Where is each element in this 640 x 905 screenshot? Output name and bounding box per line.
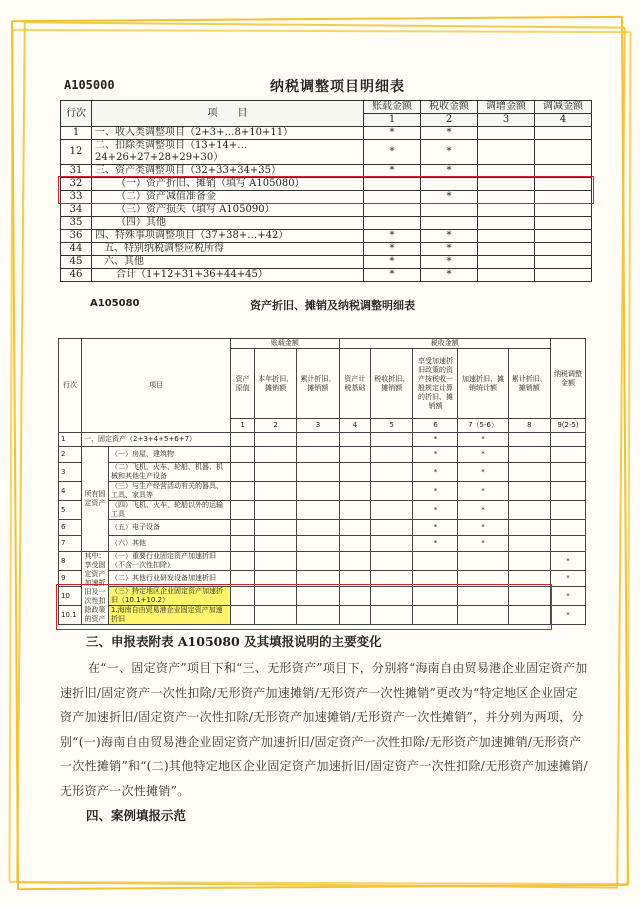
- table2-code: A105080: [90, 298, 140, 309]
- table-cell: （一）重要行业固定资产加速折旧（不含一次性扣除）: [109, 552, 231, 571]
- table-cell: [371, 536, 413, 552]
- table-row: [61, 140, 592, 165]
- header-adjust: 纳税调整金额: [551, 339, 586, 419]
- table-cell: 一、收入类调整项目（2+3+…8+10+11）: [92, 127, 364, 140]
- table-cell: *: [458, 433, 508, 447]
- table-cell: *: [421, 191, 478, 204]
- header-book-amount: 账载金额: [231, 339, 339, 349]
- table-cell: [478, 256, 535, 269]
- col-num: 5: [371, 419, 413, 433]
- table-cell: [478, 230, 535, 243]
- table-cell: （六）其他: [109, 536, 231, 552]
- table-row: [61, 204, 592, 217]
- table-cell: *: [364, 269, 421, 282]
- table-cell: 35: [61, 217, 92, 230]
- col-num: 8: [508, 419, 550, 433]
- table-cell: [508, 482, 550, 501]
- table-cell: [478, 204, 535, 217]
- table-cell: [371, 447, 413, 463]
- highlight-box: [56, 584, 552, 630]
- table-row: [61, 127, 592, 140]
- table-cell: *: [551, 587, 586, 606]
- table-cell: [371, 482, 413, 501]
- table-cell: [535, 256, 592, 269]
- header-decrease: 调减金额: [535, 101, 592, 114]
- table-cell: [371, 520, 413, 536]
- table-cell: [254, 447, 296, 463]
- table-cell: [364, 204, 421, 217]
- table-cell: 12: [61, 140, 92, 165]
- table-cell: [254, 520, 296, 536]
- table-cell: [508, 447, 550, 463]
- table-cell: 10.1: [59, 606, 82, 625]
- table-cell: [535, 127, 592, 140]
- col-num: 4: [535, 114, 592, 127]
- table-cell: *: [364, 127, 421, 140]
- table-cell: *: [458, 447, 508, 463]
- table-cell: *: [413, 520, 458, 536]
- table-row: [61, 217, 592, 230]
- table-cell: [551, 482, 586, 501]
- table-cell: *: [413, 447, 458, 463]
- table-cell: 3: [59, 463, 82, 482]
- col-header: 本年折旧、摊销额: [254, 349, 296, 419]
- table-cell: *: [413, 536, 458, 552]
- table-cell: 8: [59, 552, 82, 571]
- table-cell: 合计（1+12+31+36+44+45）: [92, 269, 364, 282]
- col-num: 1: [231, 419, 255, 433]
- table-cell: [231, 552, 255, 571]
- table-cell: *: [458, 520, 508, 536]
- table-cell: 二、扣除类调整项目（13+14+…24+26+27+28+29+30）: [92, 140, 364, 165]
- table-cell: *: [421, 140, 478, 165]
- table-cell: [535, 217, 592, 230]
- table-cell: [254, 433, 296, 447]
- table-cell: （二）飞机、火车、轮船、机器、机械和其他生产设备: [109, 463, 231, 482]
- group-label: 其中：享受固定资产加速折旧及一次性扣除政策的资产: [82, 552, 109, 625]
- table-cell: [551, 433, 586, 447]
- table-cell: （一）资产折旧、摊销（填写 A105080）: [92, 178, 364, 191]
- table-cell: [478, 127, 535, 140]
- table-cell: [297, 552, 339, 571]
- table-cell: [254, 463, 296, 482]
- table-cell: [364, 217, 421, 230]
- col-header: 资产计税基础: [339, 349, 370, 419]
- table-cell: [371, 552, 413, 571]
- table-cell: 4: [59, 482, 82, 501]
- col-num: 6: [413, 419, 458, 433]
- col-header: 累计折旧、摊销额: [508, 349, 550, 419]
- table-cell: 34: [61, 204, 92, 217]
- table-cell: 1.海南自由贸易港企业固定资产加速折旧: [109, 606, 231, 625]
- table-cell: [339, 552, 370, 571]
- header-book-amount: 账载金额: [364, 101, 421, 114]
- table-cell: *: [421, 269, 478, 282]
- table-cell: [478, 243, 535, 256]
- header-tax-amount: 税收金额: [339, 339, 550, 349]
- table-cell: [339, 433, 370, 447]
- col-num: 3: [297, 419, 339, 433]
- col-header: 资产原值: [231, 349, 255, 419]
- table-cell: [339, 536, 370, 552]
- table-cell: [535, 243, 592, 256]
- table-cell: 44: [61, 243, 92, 256]
- table-cell: [254, 552, 296, 571]
- table-cell: *: [551, 552, 586, 571]
- table-cell: *: [458, 482, 508, 501]
- table-cell: [421, 217, 478, 230]
- table-cell: [231, 447, 255, 463]
- table-cell: （三）特定地区企业固定资产加速折旧（10.1+10.2）: [109, 587, 231, 606]
- table-cell: *: [421, 256, 478, 269]
- table-cell: （五）电子设备: [109, 520, 231, 536]
- table-row: [61, 256, 592, 269]
- table-cell: *: [421, 127, 478, 140]
- col-header: 税收折旧、摊销额: [371, 349, 413, 419]
- depreciation-table: [58, 338, 586, 625]
- table-row: [61, 243, 592, 256]
- table-cell: [231, 520, 255, 536]
- table-cell: 45: [61, 256, 92, 269]
- table-row: [59, 463, 586, 482]
- table-cell: *: [421, 243, 478, 256]
- table-cell: *: [421, 165, 478, 178]
- table1-heading: 纳税调整项目明细表: [270, 79, 405, 95]
- paragraph: 在“一、固定资产”项目下和“三、无形资产”项目下，分别将“海南自由贸易港企业固定资产加速折旧/固定资产一次性扣除/无形资产加速摊销/无形资产一次性摊销”更改为“特定地区企业固定资产加速折旧/固定资产一次性扣除/无形资产加速摊销/无形资产一次性摊销”，并分列为两项，分别“(一)海南自由贸易港企业固定资产加速折旧/固定资产一次性扣除/无形资产加速摊销/无形资产一次性摊销”和“(二)其他特定地区企业固定资产加速折旧/固定资产一次性扣除/无形资产加速摊销/无形资产一次性摊销”。: [60, 661, 588, 798]
- table-row: [59, 482, 586, 501]
- table-cell: （三）与生产经营活动有关的器具、工具、家具等: [109, 482, 231, 501]
- table-row: [59, 536, 586, 552]
- table-cell: [458, 552, 508, 571]
- table-cell: 三、资产类调整项目（32+33+34+35）: [92, 165, 364, 178]
- table-cell: [551, 536, 586, 552]
- table-cell: *: [364, 165, 421, 178]
- col-num: 2: [254, 419, 296, 433]
- table-cell: [508, 501, 550, 520]
- table-cell: 46: [61, 269, 92, 282]
- table-cell: [254, 482, 296, 501]
- header-tax-amount: 税收金额: [421, 101, 478, 114]
- table-cell: [551, 447, 586, 463]
- table-cell: [339, 447, 370, 463]
- table-cell: 5: [59, 501, 82, 520]
- table-cell: （一）房屋、建筑物: [109, 447, 231, 463]
- table-cell: [297, 520, 339, 536]
- table-cell: 9: [59, 571, 82, 587]
- col-num: 9(2-5): [551, 419, 586, 433]
- table-cell: *: [458, 501, 508, 520]
- table-cell: *: [364, 140, 421, 165]
- col-header: 加速折旧、摊销统计额: [458, 349, 508, 419]
- table-cell: *: [551, 571, 586, 587]
- table-row: [59, 433, 586, 447]
- table-cell: [297, 433, 339, 447]
- table-cell: *: [421, 230, 478, 243]
- table-cell: [339, 501, 370, 520]
- table-cell: [478, 140, 535, 165]
- col-num: 4: [339, 419, 370, 433]
- col-header: 享受加速折旧政策的资产按税收一般规定计算的折旧、摊销额: [413, 349, 458, 419]
- table-cell: [478, 217, 535, 230]
- table-cell: 33: [61, 191, 92, 204]
- header-increase: 调增金额: [478, 101, 535, 114]
- table-cell: *: [551, 606, 586, 625]
- table-cell: [297, 463, 339, 482]
- header-row-no: 行次: [59, 339, 82, 433]
- section-heading: 三、申报表附表 A105080 及其填报说明的主要变化: [86, 634, 382, 649]
- section-heading: 四、案例填报示范: [86, 808, 187, 823]
- col-num: 1: [364, 114, 421, 127]
- table-cell: [339, 463, 370, 482]
- group-label: 所有固定资产: [82, 447, 109, 552]
- table-cell: [551, 463, 586, 482]
- highlight-box: [58, 176, 594, 204]
- table-cell: 36: [61, 230, 92, 243]
- table-cell: [371, 501, 413, 520]
- table-cell: [231, 501, 255, 520]
- table-row: [59, 447, 586, 463]
- table-cell: 2: [59, 447, 82, 463]
- table-cell: （四）其他: [92, 217, 364, 230]
- table-cell: [551, 501, 586, 520]
- table-cell: 31: [61, 165, 92, 178]
- table-cell: [339, 520, 370, 536]
- table-cell: *: [458, 463, 508, 482]
- header-row-no: 行次: [61, 101, 92, 127]
- table-cell: 四、特殊事项调整项目（37+38+…+42）: [92, 230, 364, 243]
- table-cell: [297, 447, 339, 463]
- table-cell: [508, 433, 550, 447]
- table-cell: *: [413, 463, 458, 482]
- table-cell: [371, 463, 413, 482]
- table-cell: [508, 552, 550, 571]
- table-cell: 一、固定资产（2+3+4+5+6+7）: [82, 433, 231, 447]
- table-cell: [508, 463, 550, 482]
- table-cell: （二）资产减值准备金: [92, 191, 364, 204]
- header-item: 项 目: [92, 101, 364, 127]
- table-cell: 7: [59, 536, 82, 552]
- table-cell: [339, 482, 370, 501]
- table-cell: [254, 536, 296, 552]
- table-cell: [297, 482, 339, 501]
- table-cell: [413, 552, 458, 571]
- table-cell: 1: [59, 433, 82, 447]
- table-cell: [508, 520, 550, 536]
- table-cell: （四）飞机、火车、轮船以外的运输工具: [109, 501, 231, 520]
- table-row: [61, 269, 592, 282]
- table-cell: [254, 501, 296, 520]
- table-cell: [297, 501, 339, 520]
- header-item: 项目: [82, 339, 231, 433]
- table1-code: A105000: [64, 78, 115, 92]
- table2-heading: 资产折旧、摊销及纳税调整明细表: [250, 299, 415, 312]
- table-cell: 6: [59, 520, 82, 536]
- table-cell: [231, 482, 255, 501]
- table-cell: （二）其他行业研发设备加速折旧: [109, 571, 231, 587]
- table-row: [59, 501, 586, 520]
- col-num: 2: [421, 114, 478, 127]
- table-cell: *: [413, 433, 458, 447]
- table-cell: [421, 204, 478, 217]
- table-cell: [231, 433, 255, 447]
- col-num: 3: [478, 114, 535, 127]
- table-cell: [371, 433, 413, 447]
- col-header: 累计折旧、摊销额: [297, 349, 339, 419]
- table-cell: [478, 269, 535, 282]
- table-cell: *: [364, 256, 421, 269]
- table-cell: [535, 140, 592, 165]
- table-cell: [231, 463, 255, 482]
- table-row: [59, 520, 586, 536]
- table-cell: [535, 269, 592, 282]
- table-cell: *: [413, 482, 458, 501]
- table-cell: [231, 536, 255, 552]
- table-cell: [297, 536, 339, 552]
- col-num: 7（5-6）: [458, 419, 508, 433]
- table-cell: [508, 536, 550, 552]
- table-cell: 10: [59, 587, 82, 606]
- table-row: [61, 230, 592, 243]
- table-cell: 32: [61, 178, 92, 191]
- table-cell: 五、特别纳税调整应税所得: [92, 243, 364, 256]
- table-cell: 1: [61, 127, 92, 140]
- table-cell: [535, 204, 592, 217]
- table-row: [59, 552, 586, 571]
- table-cell: 六、其他: [92, 256, 364, 269]
- table-cell: *: [364, 230, 421, 243]
- table-cell: *: [364, 243, 421, 256]
- table-cell: （三）资产损失（填写 A105090）: [92, 204, 364, 217]
- table-cell: *: [458, 536, 508, 552]
- table-cell: [535, 230, 592, 243]
- table-cell: *: [413, 501, 458, 520]
- table-cell: [551, 520, 586, 536]
